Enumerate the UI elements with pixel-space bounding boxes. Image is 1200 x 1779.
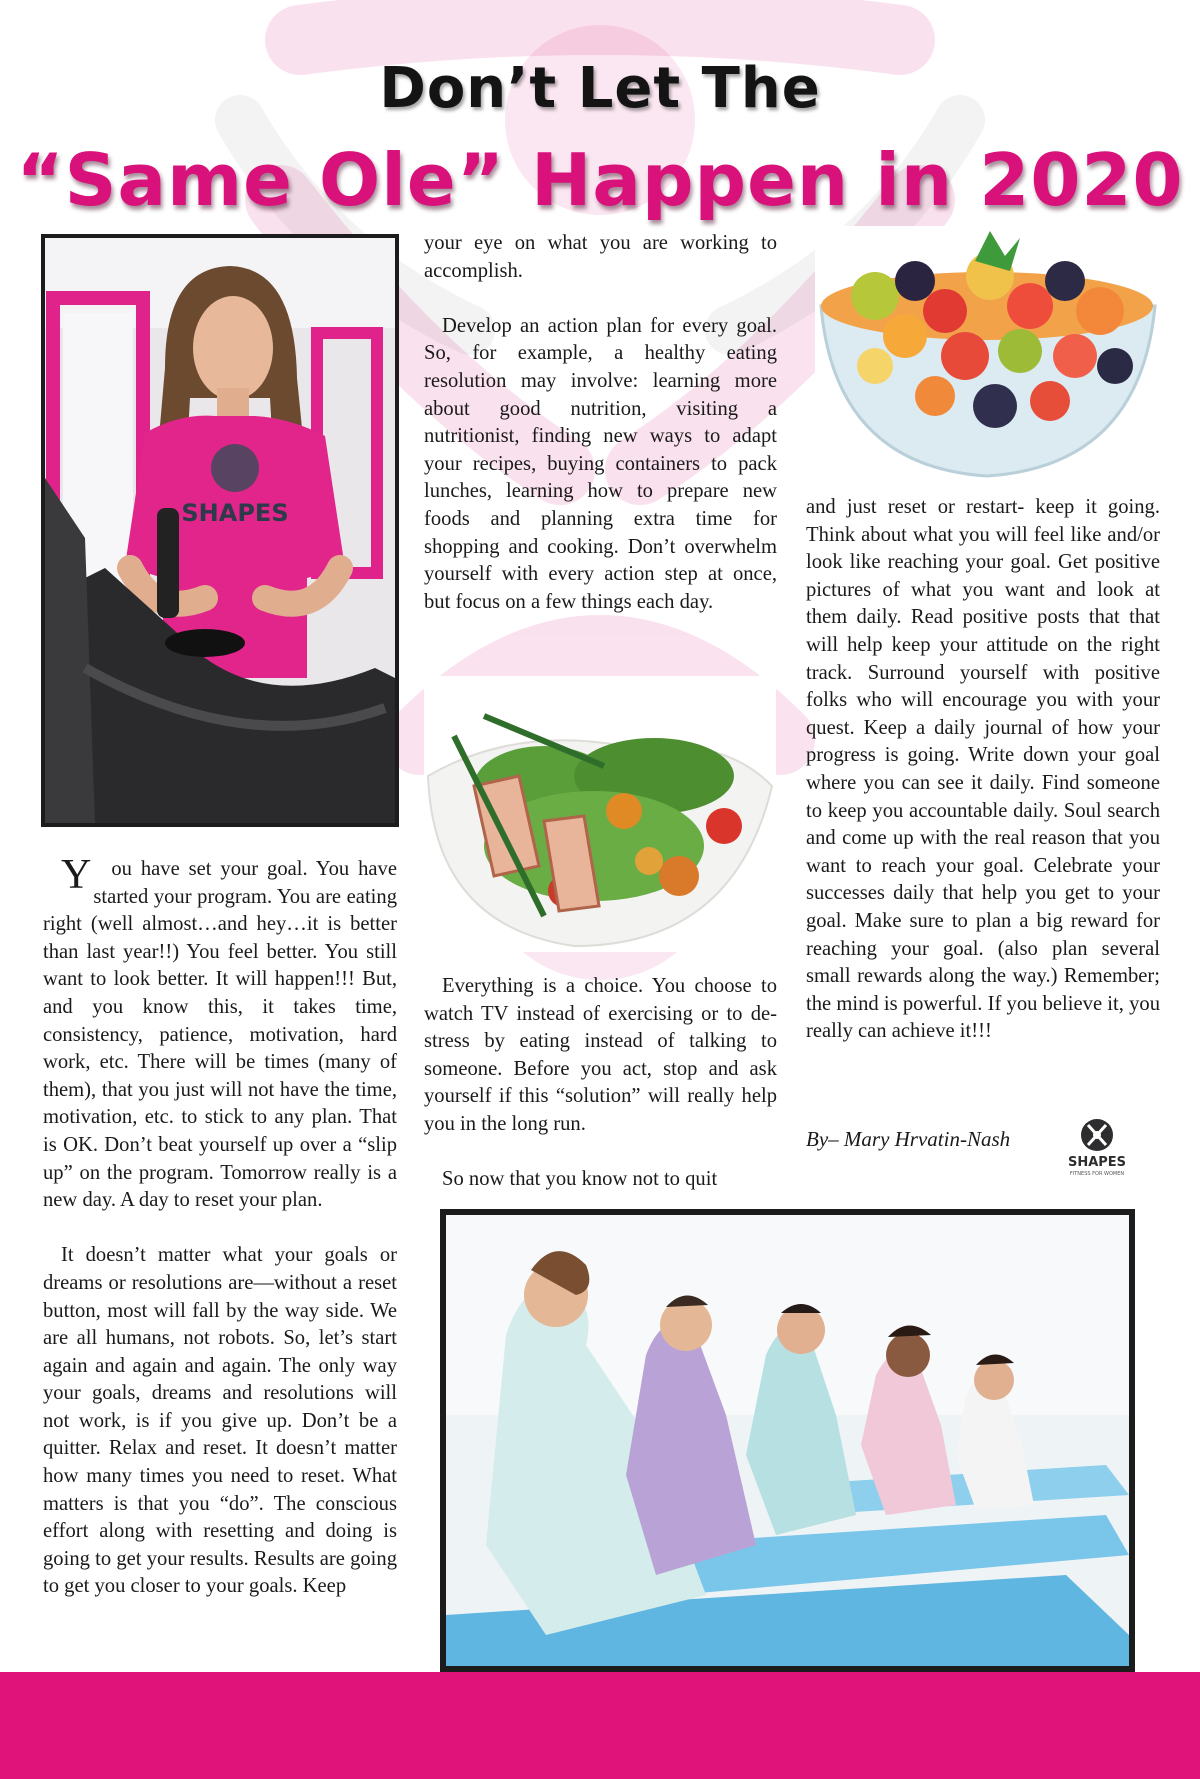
svg-text:FITNESS FOR WOMEN: FITNESS FOR WOMEN [1069, 1171, 1125, 1177]
paragraph-intro-text: ou have set your goal. You have started your program. You are eating right (well almost…and hey…it is better than last year!!) You feel better. You still want to look better. It will happen!!! But, and you know this, it takes time, consistency, patience, motivation, hard work, etc. There will be times (many of them), that you just will not have the time, motivation, etc. to stick to any plan. That is OK. Don’t beat yourself up over a “slip up” on the program. Tomorrow really is a new day. A day to reset your plan. [43, 858, 397, 1212]
title-line-2: “Same Ole” Happen in 2020 [16, 138, 1184, 222]
photo-yoga-class [440, 1209, 1135, 1672]
article-column-2-bottom [424, 973, 777, 1194]
drop-cap: Y [61, 852, 92, 898]
photo-woman-treadmill [41, 234, 399, 827]
paragraph-keep-going: and just reset or restart- keep it going. Think about what you will feel like and/or look like reaching your goal. Get positive pictures of what you want and look at them daily. Read positive posts that that will help keep your attitude on the right track. Surround yourself with positive folks who will encourage you with your quest. Keep a daily journal of how your progress is going. Write down your goal where you can see it daily. Find someone to keep you accountable daily. Soul search and come up with the real reason that you want to reach your goal. Celebrate your successes daily that help you get to your goal. Make sure to plan a big reward for reaching your goal. (also plan several small rewards along the way.) Remember; the mind is powerful. If you believe it, you really can achieve it!!! [806, 496, 1160, 1043]
footer-bar [0, 1672, 1200, 1779]
article-column-1 [43, 852, 397, 1601]
title-line-1: Don’t Let The [379, 56, 821, 121]
shapes-logo [1052, 1117, 1142, 1179]
photo-salad [424, 676, 776, 952]
paragraph-reset: It doesn’t matter what your goals or dreams or resolutions are—without a reset button, most will fall by the way side. We are all humans, not robots. So, let’s start again and again and again. The only way your goals, dreams and resolutions will not work, is if you give up. Don’t be a quitter. Relax and reset. It doesn’t matter how many times you need to reset. What matters is that you “do”. The conscious effort along with resetting and doing is going to get your results. Results are going to get you closer to your goals. Keep [43, 1244, 397, 1598]
paragraph-quit: So now that you know not to quit [442, 1168, 718, 1191]
article-column-3 [806, 494, 1160, 1046]
byline: By– Mary Hrvatin-Nash [806, 1127, 1011, 1151]
paragraph-continued: your eye on what you are working to accomplish. [424, 232, 777, 282]
paragraph-intro [43, 852, 397, 1215]
paragraph-action-plan: Develop an action plan for every goal. So, for example, a healthy eating resolution may involve: learning more about good nutrition, visiting a nutritionist, finding new ways to adapt your recipes, buying containers to pack lunches, learning how to prepare new foods and planning extra time for shopping and cooking. Don’t overwhelm yourself with every action step at once, but focus on a few things each day. [424, 314, 777, 613]
paragraph-choice: Everything is a choice. You choose to watch TV instead of exercising or to de-stress by eating instead of talking to someone. Before you act, stop and ask yourself if this “solution” will really help you in the long run. [424, 975, 777, 1135]
article-column-2-top [424, 230, 777, 616]
svg-text:SHAPES: SHAPES [1067, 1155, 1127, 1170]
svg-text:SHAPES: SHAPES [181, 499, 289, 527]
photo-fruit-bowl [815, 226, 1160, 488]
